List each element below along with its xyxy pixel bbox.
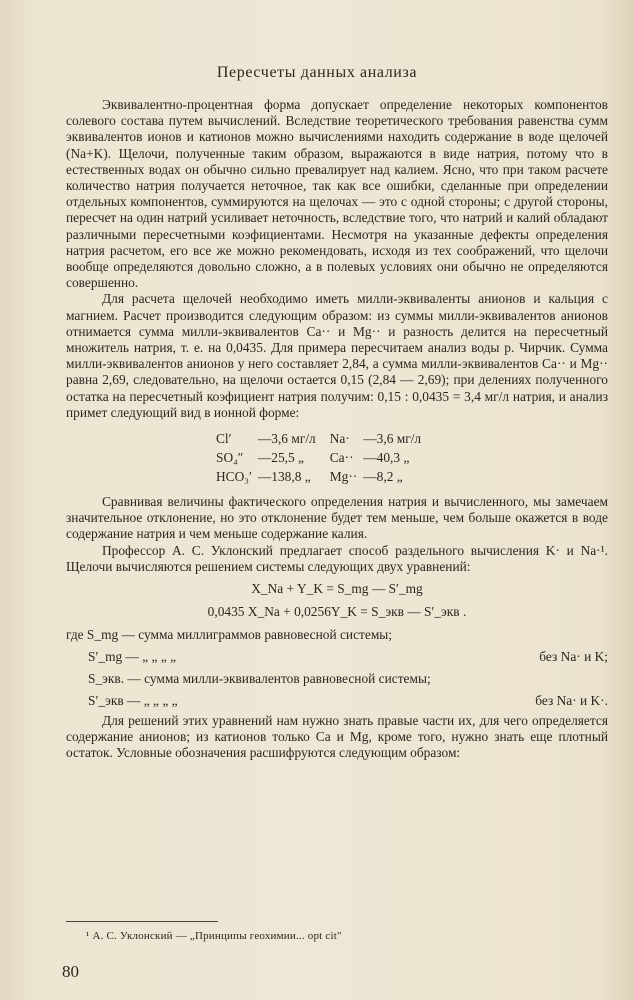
main-text xyxy=(66,97,608,762)
paragraph-4: Профессор А. С. Уклонский предлагает способ раздельного вычисления K· и Na·¹. Щелочи вычисляются решением системы следующих двух уравнений: xyxy=(66,542,608,574)
footnote-divider xyxy=(66,921,218,922)
definition-sekv-prime xyxy=(66,691,608,711)
definition-text: S′_экв — „ „ „ „ xyxy=(88,693,178,709)
anion-name: HCO₃′ xyxy=(216,469,252,485)
equation-1: X_Na + Y_K = S_mg — S′_mg xyxy=(251,581,423,597)
paragraph-5: Для решений этих уравнений нам нужно знать правые части их, для чего определяется содержание анионов; из катионов только Ca и Mg, кроме того, нужно знать еще плотный остаток. Условные обозначения расшифруются следующим образом: xyxy=(66,713,608,761)
anion-value: —138,8 „ xyxy=(257,469,311,485)
paragraph-2: Для расчета щелочей необходимо иметь милли-эквиваленты анионов и кальция с магнием. Расчет производится следующим образом: из суммы милли-эквивалентов анионов отнимается сумма милли-эквивалентов Ca·· и Mg·· и разность делится на пересчетный множитель натрия, т. е. на 0,0435. Для примера пересчитаем анализ воды р. Чирчик. Сумма милли-эквивалентов анионов у него составляет 2,84, а сумма милли-эквивалентов Ca·· и Mg·· равна 2,69, следовательно, на щелочи остается 0,15 (2,84 — 2,69); при делениях полученного остатка на пересчетный коэфициент натрия получим: 0,15 : 0,0435 = 3,4 мг/л натрия, и анализ примет следующий вид в ионной форме: xyxy=(66,291,608,420)
cation-value: —40,3 „ xyxy=(363,450,410,466)
definition-sekv xyxy=(66,669,608,689)
ion-row xyxy=(216,448,427,467)
running-head: Пересчеты данных анализа xyxy=(216,64,418,81)
page-number: 80 xyxy=(62,962,79,981)
cation-name: Ca·· xyxy=(329,450,354,466)
ion-row xyxy=(216,429,427,448)
equation-2: 0,0435 X_Na + 0,0256Y_K = S_экв — S′_экв . xyxy=(207,604,467,620)
footnote: ¹ А. С. Уклонский — „Принципы геохимии... opt cit" xyxy=(86,930,342,942)
ion-row xyxy=(216,467,427,486)
definition-text: S′_mg — „ „ „ „ xyxy=(88,649,177,665)
anion-value: —25,5 „ xyxy=(257,450,304,466)
paragraph-3: Сравнивая величины фактического определения натрия и вычисленного, мы замечаем значительное отклонение, но это отклонение будет тем меньше, чем больше окажется в воде содержание натрия и чем меньше содержание калия. xyxy=(66,494,608,542)
definition-suffix: без Na· и K·. xyxy=(535,693,608,709)
definition-smg xyxy=(66,625,608,645)
definition-text: где S_mg — сумма миллиграммов равновесной системы; xyxy=(66,627,393,643)
cation-name: Na· xyxy=(329,431,350,447)
cation-value: —8,2 „ xyxy=(363,469,403,485)
anion-value: —3,6 мг/л xyxy=(257,431,316,447)
definition-text: S_экв. — сумма милли-эквивалентов равновесной системы; xyxy=(88,671,431,687)
anion-name: Cl′ xyxy=(216,431,232,447)
cation-name: Mg·· xyxy=(329,469,358,485)
ion-composition-table xyxy=(216,429,427,486)
definition-suffix: без Na· и K; xyxy=(539,649,608,665)
definition-smg-prime xyxy=(66,647,608,667)
paragraph-1: Эквивалентно-процентная форма допускает определение некоторых компонентов солевого состава путем вычислений. Вследствие теоретического требования равенства сумм эквивалентов ионов и катионов можно вычислениями находить содержание в воде щелочей (Na+K). Щелочи, полученные таким образом, выражаются в виде натрия, потому что в естественных водах он обычно сильно превалирует над калием. Ясно, что при таком расчете количество натрия получается неточное, так как все ошибки, сделанные при определении отдельных компонентов, суммируются на щелочах — это с одной стороны; с другой стороны, пересчет на один натрий усиливает неточность, вследствие того, что натрий и калий обладают различными пересчетными коэфициентами. Несмотря на указанные дефекты определения натрия расчетом, его все же можно рекомендовать, исходя из тех соображений, что щелочи вообще определяются довольно сложно, а в полевых условиях они обычно не определяются совершенно. xyxy=(66,97,608,291)
cation-value: —3,6 мг/л xyxy=(363,431,422,447)
anion-name: SO₄″ xyxy=(216,450,244,466)
